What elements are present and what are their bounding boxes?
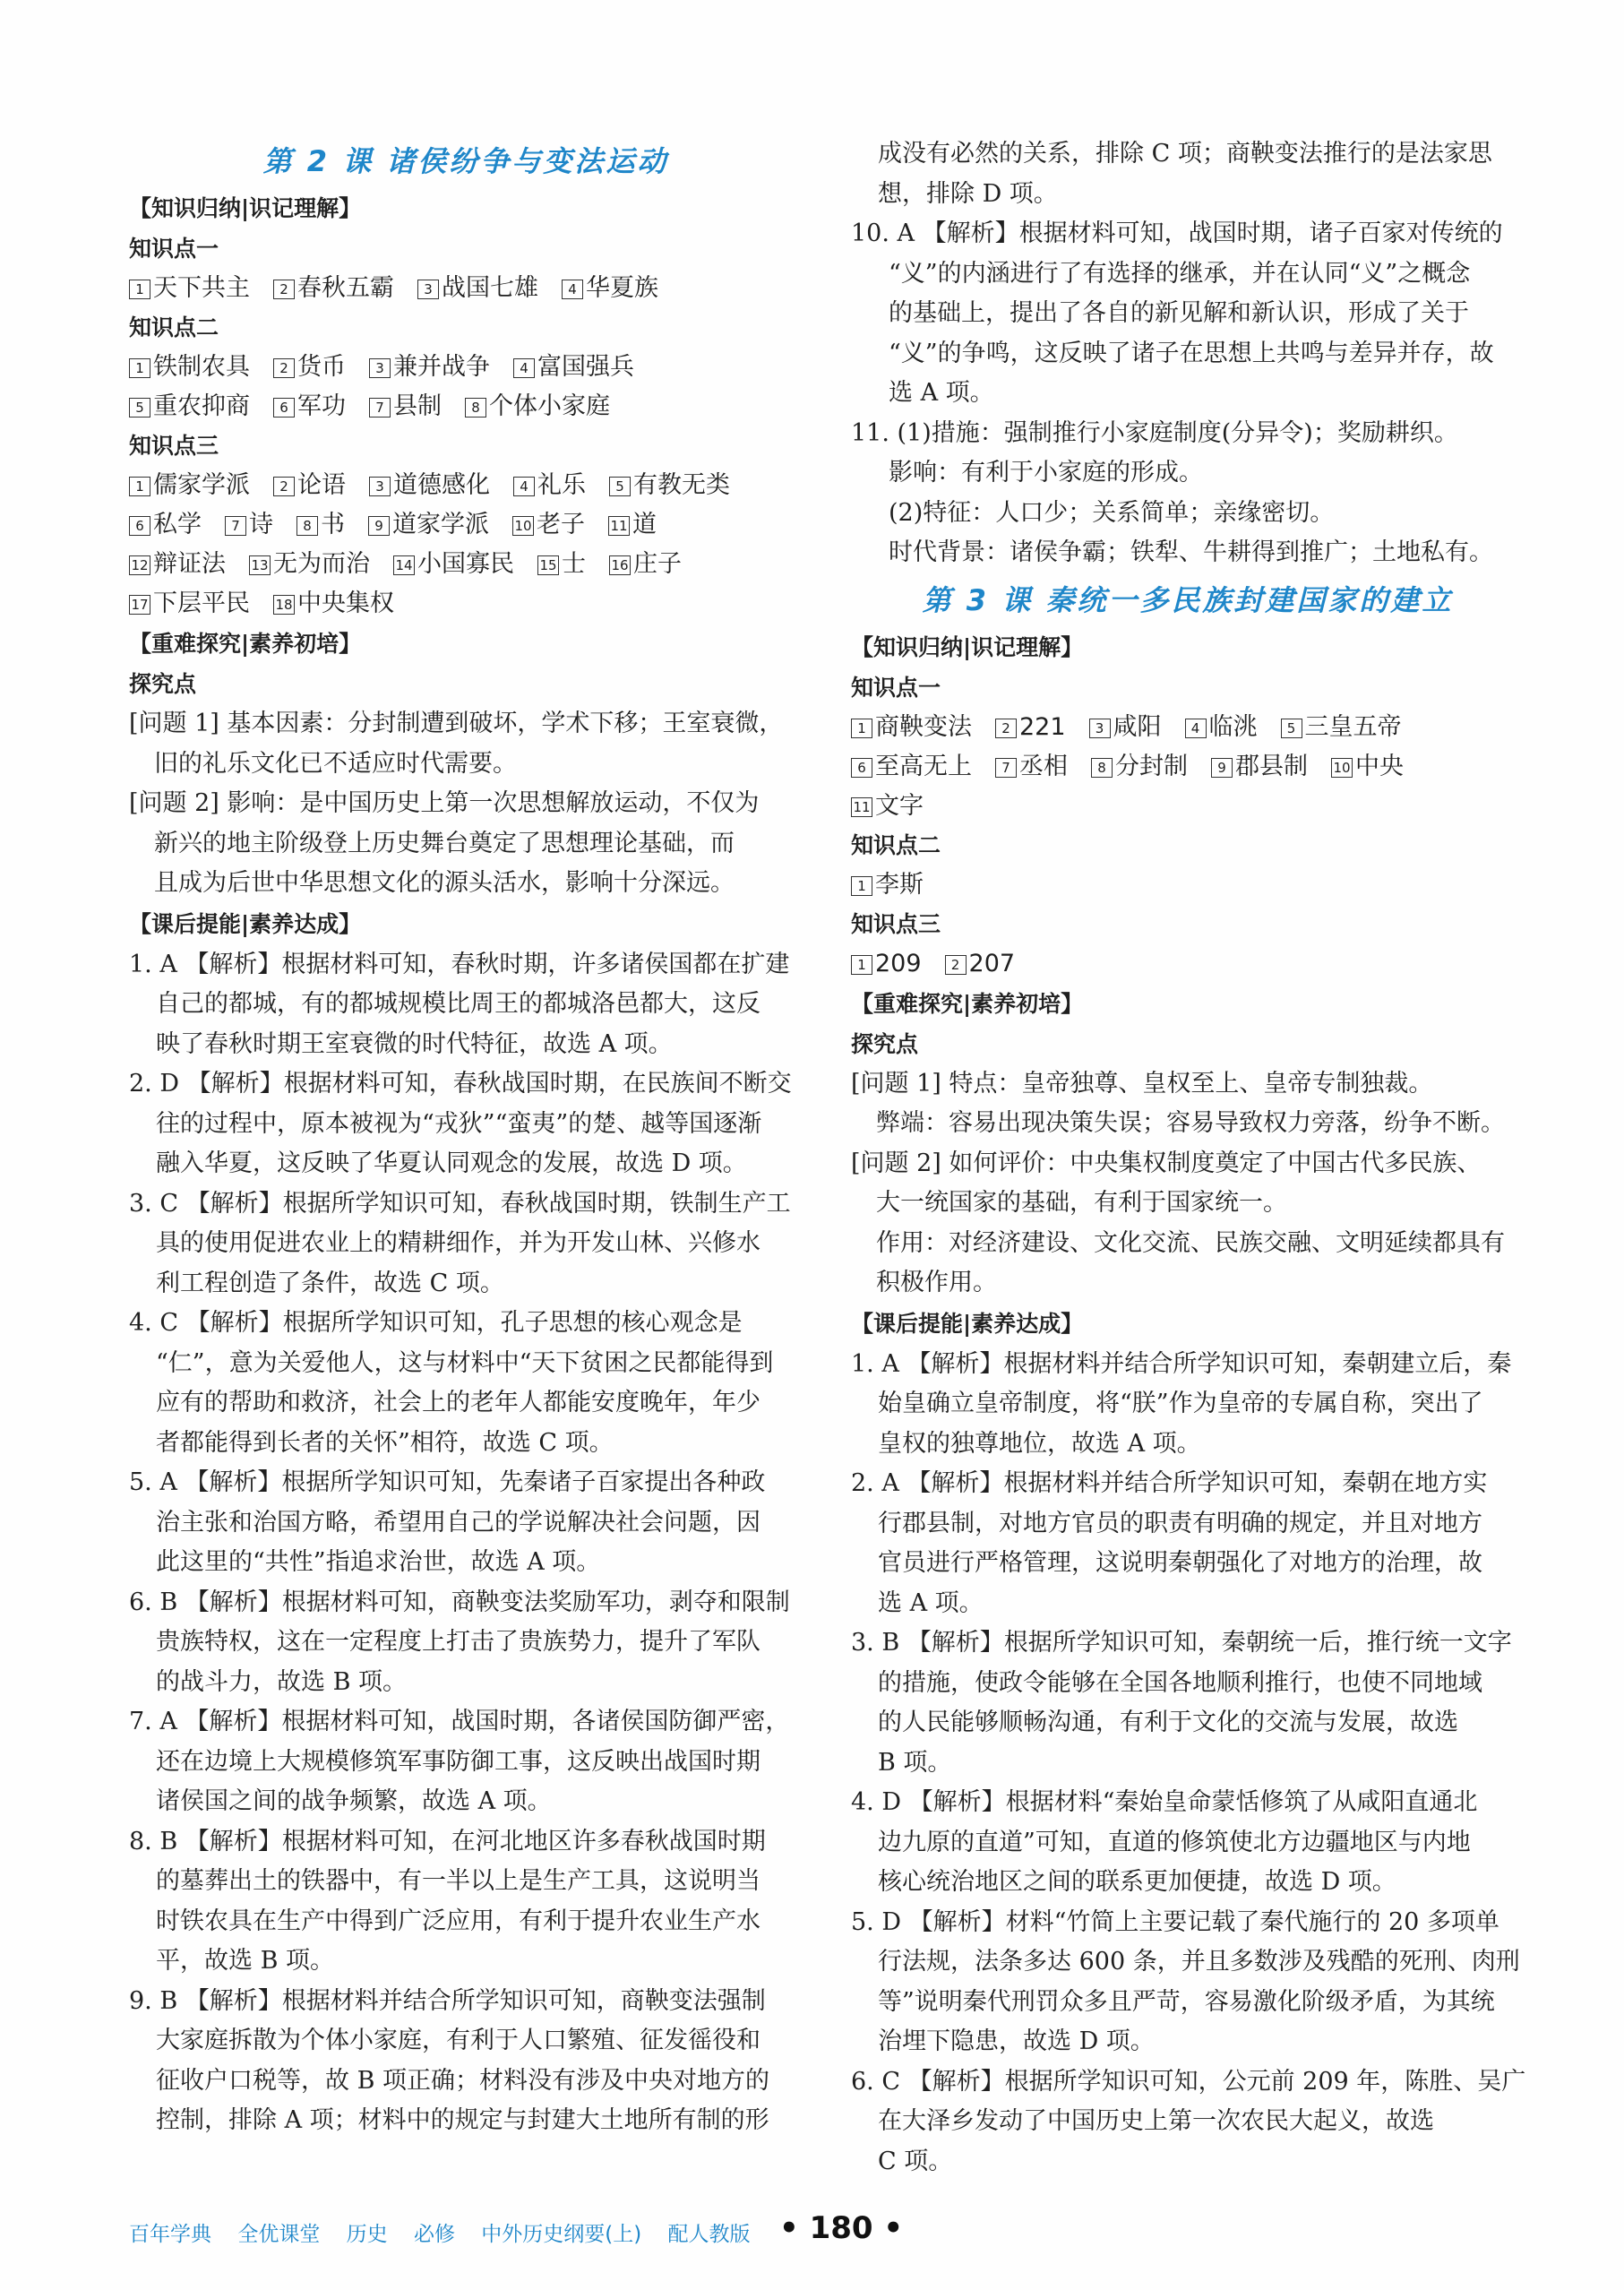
footer-course: 全优课堂 <box>237 2223 321 2246</box>
footer-edition: 配人教版 <box>667 2223 751 2246</box>
answer-continuation <box>851 134 1525 214</box>
item-text: 道家学派 <box>392 511 489 538</box>
item-number: 1 <box>129 358 150 378</box>
answer-line: “义”的争鸣，这反映了诸子在思想上共鸣与差异并存，故 <box>889 339 1494 367</box>
answer-line: 大家庭拆散为个体小家庭，有利于人口繁殖、征发徭役和 <box>156 2027 760 2054</box>
answer-line: 始皇确立皇帝制度，将“朕”作为皇帝的专属自称，突出了 <box>878 1390 1483 1417</box>
item-text: 中央集权 <box>297 590 394 617</box>
footer-series: 百年学典 <box>129 2223 211 2246</box>
knowledge-point-row <box>129 387 803 426</box>
answer-line: 融入华夏，这反映了华夏认同观念的发展，故选 D 项。 <box>156 1149 747 1177</box>
answer-block <box>129 1822 803 1982</box>
answer-line: 1. A 【解析】根据材料并结合所学知识可知，秦朝建立后，秦 <box>851 1349 1512 1378</box>
answer-line: 在大泽乡发动了中国历史上第一次农民大起义，故选 <box>878 2107 1434 2135</box>
answer-line: 具的使用促进农业上的精耕细作，并为开发山林、兴修水 <box>156 1229 760 1257</box>
knowledge-point-item <box>225 505 273 545</box>
issue-line: 作用：对经济建设、文化交流、民族交融、文明延续都具有 <box>876 1228 1505 1257</box>
knowledge-point-title: 知识点三 <box>851 910 941 937</box>
item-text: 221 <box>1019 712 1066 741</box>
item-text: 华夏族 <box>586 274 658 302</box>
section-heading: 【知识归纳|识记理解】 <box>851 633 1084 660</box>
answer-block <box>851 2062 1525 2182</box>
item-text: 有教无类 <box>633 471 730 499</box>
item-number: 3 <box>1089 719 1111 738</box>
knowledge-point-item <box>273 348 346 387</box>
issue-line: [问题 1] 基本因素：分封制遭到破坏，学术下移；王室衰微， <box>129 710 784 737</box>
issue-block <box>851 1064 1525 1144</box>
item-number: 6 <box>129 516 150 536</box>
answer-block <box>851 1464 1525 1623</box>
answer-line: 诸侯国之间的战争频繁，故选 A 项。 <box>156 1787 552 1815</box>
item-number: 14 <box>393 555 415 575</box>
item-number: 9 <box>1211 758 1233 778</box>
answer-line: “义”的内涵进行了有选择的继承，并在认同“义”之概念 <box>889 259 1471 288</box>
answer-line: B 项。 <box>878 1748 952 1777</box>
knowledge-point-item <box>1091 747 1188 787</box>
item-text: 至高无上 <box>875 752 972 780</box>
item-number: 9 <box>368 516 390 536</box>
issue-block <box>851 1144 1525 1304</box>
knowledge-point-item <box>273 466 346 505</box>
answer-line: 想，排除 D 项。 <box>878 179 1058 208</box>
item-text: 诗 <box>249 511 273 538</box>
item-text: 个体小家庭 <box>489 392 610 420</box>
item-text: 富国强兵 <box>537 353 634 381</box>
issue-line: 旧的礼乐文化已不适应时代需要。 <box>154 749 517 778</box>
item-number: 4 <box>513 477 535 496</box>
item-text: 文字 <box>875 791 924 820</box>
knowledge-point-item <box>609 466 730 505</box>
knowledge-point-item <box>273 387 346 426</box>
knowledge-point-item <box>513 348 634 387</box>
knowledge-point-item <box>513 466 586 505</box>
answer-line: 等”说明秦代刑罚众多且严苛，容易激化阶级矛盾，为其统 <box>878 1987 1495 2016</box>
answer-line: “仁”，意为关爱他人，这与材料中“天下贫困之民都能得到 <box>156 1348 774 1377</box>
answer-line: 皇权的独尊地位，故选 A 项。 <box>878 1429 1201 1458</box>
answer-line: (2)特征：人口少；关系简单；亲缘密切。 <box>889 498 1335 527</box>
knowledge-point-item <box>465 387 610 426</box>
answer-block <box>851 1783 1525 1903</box>
item-number: 10 <box>512 516 534 536</box>
answer-line: 行郡县制，对地方官员的职责有明确的规定，并且对地方 <box>878 1509 1482 1537</box>
issue-line: [问题 2] 影响：是中国历史上第一次思想解放运动，不仅为 <box>129 789 760 817</box>
knowledge-point-row <box>851 708 1525 747</box>
answer-line: 贵族特权，这在一定程度上打击了贵族势力，提升了军队 <box>156 1628 760 1656</box>
answer-line: 边九原的直道”可知，直道的修筑使北方边疆地区与内地 <box>878 1828 1471 1856</box>
lesson-title: 第 2 课 诸侯纷争与变法运动 <box>262 144 669 178</box>
answer-line: 11. (1)措施：强制推行小家庭制度(分异令)；奖励耕织。 <box>851 418 1458 447</box>
answer-line: 2. A 【解析】根据材料并结合所学知识可知，秦朝在地方实 <box>851 1469 1488 1497</box>
answer-line: 10. A 【解析】根据材料可知，战国时期，诸子百家对传统的 <box>851 220 1503 247</box>
knowledge-point-row <box>851 944 1525 984</box>
item-text: 207 <box>968 949 1016 977</box>
knowledge-point-item <box>296 505 345 545</box>
item-number: 6 <box>851 758 872 778</box>
answer-line: 行法规，法条多达 600 条，并且多数涉及残酷的死刑、肉刑 <box>878 1948 1520 1976</box>
section-heading: 【课后提能|素养达成】 <box>129 910 362 937</box>
item-text: 中央 <box>1355 752 1404 780</box>
answer-line: 征收户口税等，故 B 项正确；材料没有涉及中央对地方的 <box>156 2066 770 2095</box>
item-number: 2 <box>995 719 1017 738</box>
knowledge-point-item <box>851 708 972 747</box>
knowledge-point-item <box>851 747 972 787</box>
answer-line: 的人民能够顺畅沟通，有利于文化的交流与发展，故选 <box>878 1709 1458 1736</box>
item-number: 17 <box>129 595 150 615</box>
item-number: 12 <box>129 555 150 575</box>
item-text: 县制 <box>393 392 442 420</box>
item-number: 1 <box>129 280 150 299</box>
issue-line: [问题 2] 如何评价：中央集权制度奠定了中国古代多民族、 <box>851 1149 1482 1177</box>
item-text: 重农抑商 <box>153 392 250 420</box>
item-text: 咸阳 <box>1113 712 1162 741</box>
knowledge-point-row <box>851 787 1525 826</box>
answer-line: 选 A 项。 <box>878 1588 984 1617</box>
item-number: 7 <box>225 516 246 536</box>
answer-line: 时代背景：诸侯争霸；铁犁、牛耕得到推广；土地私有。 <box>889 538 1493 566</box>
knowledge-point-item <box>129 269 250 308</box>
item-number: 11 <box>608 516 630 536</box>
issue-block <box>129 784 803 904</box>
item-number: 3 <box>369 358 391 378</box>
section-heading: 【重难探究|素养初培】 <box>851 990 1084 1017</box>
knowledge-point-title: 知识点一 <box>129 236 219 262</box>
answer-line: 官员进行严格管理，这说明秦朝强化了对地方的治理，故 <box>878 1549 1482 1577</box>
left-column <box>129 134 803 2141</box>
answer-line: 时铁农具在生产中得到广泛应用，有利于提升农业生产水 <box>156 1907 760 1935</box>
answer-line: 9. B 【解析】根据材料并结合所学知识可知，商鞅变法强制 <box>129 1986 766 2015</box>
item-number: 8 <box>1091 758 1113 778</box>
item-number: 1 <box>851 876 872 896</box>
knowledge-point-item <box>129 466 250 505</box>
answer-line: 的措施，使政令能够在全国各地顺利推行，也使不同地域 <box>878 1668 1482 1697</box>
knowledge-point-item <box>851 787 924 826</box>
item-number: 5 <box>609 477 631 496</box>
answer-block <box>851 1903 1525 2062</box>
answer-line: 3. B 【解析】根据所学知识可知，秦朝统一后，推行统一文字 <box>851 1629 1512 1657</box>
knowledge-point-item <box>129 387 250 426</box>
answer-block <box>129 1184 803 1304</box>
item-number: 3 <box>369 477 391 496</box>
item-text: 书 <box>321 511 345 538</box>
knowledge-point-item <box>1331 747 1404 787</box>
item-text: 庄子 <box>633 550 682 578</box>
item-text: 丞相 <box>1019 752 1068 780</box>
knowledge-point-item <box>851 944 922 984</box>
knowledge-point-item <box>129 505 202 545</box>
issue-line: 且成为后世中华思想文化的源头活水，影响十分深远。 <box>154 869 735 897</box>
knowledge-point-item <box>995 747 1068 787</box>
answer-block <box>851 1345 1525 1465</box>
item-number: 2 <box>273 477 295 496</box>
answer-block <box>129 1702 803 1822</box>
issue-line: 积极作用。 <box>876 1269 997 1296</box>
answer-line: 的战斗力，故选 B 项。 <box>156 1667 408 1696</box>
item-text: 209 <box>875 949 922 977</box>
answer-line: 2. D 【解析】根据材料可知，春秋战国时期，在民族间不断交 <box>129 1070 792 1098</box>
item-number: 4 <box>513 358 535 378</box>
item-number: 8 <box>465 398 486 418</box>
knowledge-point-item <box>129 584 250 624</box>
footer-type: 必修 <box>413 2223 455 2246</box>
item-text: 论语 <box>297 471 346 499</box>
explore-title: 探究点 <box>129 671 197 697</box>
item-text: 分封制 <box>1115 752 1188 780</box>
knowledge-point-item <box>273 584 394 624</box>
knowledge-point-row <box>129 505 803 545</box>
answer-line: 映了春秋时期王室衰微的时代特征，故选 A 项。 <box>156 1029 673 1058</box>
knowledge-point-item <box>417 269 538 308</box>
knowledge-point-item <box>369 387 442 426</box>
item-number: 13 <box>249 555 271 575</box>
answer-line: 平，故选 B 项。 <box>156 1947 335 1975</box>
knowledge-point-item <box>369 348 490 387</box>
item-text: 三皇五帝 <box>1304 712 1402 741</box>
item-number: 1 <box>129 477 150 496</box>
item-text: 兼并战争 <box>393 353 490 381</box>
answer-block <box>129 1304 803 1463</box>
answer-line: 的墓葬出土的铁器中，有一半以上是生产工具，这说明当 <box>156 1867 760 1895</box>
item-number: 6 <box>273 398 295 418</box>
answer-line: 治埋下隐患，故选 D 项。 <box>878 2027 1155 2055</box>
item-number: 7 <box>995 758 1017 778</box>
knowledge-point-item <box>1281 708 1402 747</box>
lesson-title: 第 3 课 秦统一多民族封建国家的建立 <box>922 582 1454 617</box>
issue-block <box>129 704 803 784</box>
item-number: 5 <box>1281 719 1302 738</box>
footer-subject: 历史 <box>346 2223 388 2246</box>
answer-line: 6. C 【解析】根据所学知识可知，公元前 209 年，陈胜、吴广 <box>851 2067 1526 2096</box>
item-number: 2 <box>273 358 295 378</box>
answer-line: 往的过程中，原本被视为“戎狄”“蛮夷”的楚、越等国逐渐 <box>156 1109 762 1138</box>
knowledge-point-item <box>537 545 586 584</box>
answer-line: 选 A 项。 <box>889 379 994 407</box>
item-text: 战国七雄 <box>442 274 538 302</box>
item-number: 15 <box>537 555 559 575</box>
knowledge-point-item <box>249 545 370 584</box>
answer-line: 5. A 【解析】根据所学知识可知，先秦诸子百家提出各种政 <box>129 1468 766 1496</box>
item-text: 礼乐 <box>537 471 586 499</box>
knowledge-point-row <box>129 269 803 308</box>
item-number: 4 <box>562 280 583 299</box>
item-text: 天下共主 <box>153 274 250 302</box>
item-text: 春秋五霸 <box>297 274 394 302</box>
answer-line: 3. C 【解析】根据所学知识可知，春秋战国时期，铁制生产工 <box>129 1189 791 1218</box>
answer-line: 核心统治地区之间的联系更加便捷，故选 D 项。 <box>878 1868 1396 1896</box>
knowledge-point-item <box>608 505 657 545</box>
item-text: 小国寡民 <box>417 550 514 578</box>
explore-title: 探究点 <box>851 1030 919 1057</box>
knowledge-point-item <box>369 466 490 505</box>
knowledge-point-row <box>129 584 803 624</box>
answer-block <box>851 414 1525 573</box>
answer-line: 治主张和治国方略，希望用自己的学说解决社会问题，因 <box>156 1508 760 1537</box>
item-text: 临洮 <box>1208 712 1258 741</box>
knowledge-point-item <box>129 348 250 387</box>
answer-line: 此这里的“共性”指追求治世，故选 A 项。 <box>156 1548 601 1576</box>
answer-line: 应有的帮助和救济，社会上的老年人都能安度晚年，年少 <box>156 1389 760 1416</box>
knowledge-point-item <box>273 269 394 308</box>
item-number: 10 <box>1331 758 1353 778</box>
item-text: 无为而治 <box>273 550 370 578</box>
answer-block <box>129 1982 803 2141</box>
item-text: 货币 <box>297 353 346 381</box>
item-text: 下层平民 <box>153 590 250 617</box>
item-text: 道 <box>632 511 657 538</box>
item-number: 2 <box>945 955 967 975</box>
knowledge-point-item <box>129 545 226 584</box>
answer-block <box>851 1623 1525 1783</box>
answer-block <box>129 1463 803 1583</box>
item-number: 7 <box>369 398 391 418</box>
issue-line: 新兴的地主阶级登上历史舞台奠定了思想理论基础，而 <box>154 829 735 857</box>
knowledge-point-title: 知识点二 <box>851 831 941 858</box>
knowledge-point-item <box>945 944 1016 984</box>
answer-line: 6. B 【解析】根据材料可知，商鞅变法奖励军功，剥夺和限制 <box>129 1588 790 1616</box>
item-text: 士 <box>562 550 586 578</box>
item-text: 老子 <box>537 511 585 538</box>
section-heading: 【知识归纳|识记理解】 <box>129 195 362 221</box>
item-text: 军功 <box>297 392 346 420</box>
knowledge-point-title: 知识点三 <box>129 433 219 459</box>
answer-block <box>129 945 803 1065</box>
knowledge-point-item <box>609 545 682 584</box>
knowledge-point-item <box>512 505 585 545</box>
item-number: 1 <box>851 719 872 738</box>
issue-line: 大一统国家的基础，有利于国家统一。 <box>876 1189 1287 1217</box>
knowledge-point-item <box>1211 747 1308 787</box>
answer-block <box>851 214 1525 414</box>
answer-block <box>129 1064 803 1184</box>
answer-line: 7. A 【解析】根据材料可知，战国时期，各诸侯国防御严密， <box>129 1708 790 1735</box>
issue-line: 弊端：容易出现决策失误；容易导致权力旁落，纷争不断。 <box>876 1109 1505 1137</box>
answer-line: 4. D 【解析】根据材料“秦始皇命蒙恬修筑了从咸阳直通北 <box>851 1788 1478 1816</box>
knowledge-point-row <box>129 348 803 387</box>
item-number: 18 <box>273 595 295 615</box>
issue-line: [问题 1] 特点：皇帝独尊、皇权至上、皇帝专制独裁。 <box>851 1069 1433 1098</box>
section-heading: 【重难探究|素养初培】 <box>129 631 362 657</box>
answer-line: 8. B 【解析】根据材料可知，在河北地区许多春秋战国时期 <box>129 1827 766 1855</box>
item-number: 2 <box>273 280 295 299</box>
knowledge-point-row <box>129 545 803 584</box>
right-column <box>851 134 1525 2182</box>
item-number: 4 <box>1185 719 1207 738</box>
answer-line: 控制，排除 A 项；材料中的规定与封建大土地所有制的形 <box>156 2106 769 2134</box>
knowledge-point-item <box>1089 708 1162 747</box>
knowledge-point-item <box>1185 708 1258 747</box>
section-heading: 【课后提能|素养达成】 <box>851 1310 1084 1337</box>
item-number: 1 <box>851 955 872 975</box>
answer-line: 1. A 【解析】根据材料可知，春秋时期，许多诸侯国都在扩建 <box>129 950 790 978</box>
knowledge-point-item <box>368 505 489 545</box>
answer-line: 5. D 【解析】材料“竹简上主要记载了秦代施行的 20 多项单 <box>851 1907 1499 1936</box>
answer-block <box>129 1583 803 1703</box>
answer-line: C 项。 <box>878 2147 953 2175</box>
item-number: 16 <box>609 555 631 575</box>
item-number: 5 <box>129 398 150 418</box>
page-number: • 180 • <box>779 2210 904 2246</box>
answer-line: 还在边境上大规模修筑军事防御工事，这反映出战国时期 <box>156 1747 760 1776</box>
answer-line: 影响：有利于小家庭的形成。 <box>889 459 1203 486</box>
answer-line: 成没有必然的关系，排除 C 项；商鞅变法推行的是法家思 <box>878 140 1492 168</box>
item-text: 郡县制 <box>1235 752 1308 780</box>
answer-line: 的基础上，提出了各自的新见解和新认识，形成了关于 <box>889 299 1469 327</box>
item-number: 3 <box>417 280 439 299</box>
answer-line: 者都能得到长者的关怀”相符，故选 C 项。 <box>156 1428 614 1457</box>
answer-line: 4. C 【解析】根据所学知识可知，孔子思想的核心观念是 <box>129 1309 743 1337</box>
knowledge-point-item <box>995 708 1066 747</box>
item-text: 儒家学派 <box>153 471 250 499</box>
knowledge-point-item <box>851 865 924 905</box>
item-text: 李斯 <box>875 870 924 899</box>
item-text: 商鞅变法 <box>875 712 972 741</box>
knowledge-point-item <box>393 545 514 584</box>
item-text: 私学 <box>153 511 202 538</box>
knowledge-point-title: 知识点一 <box>851 674 941 701</box>
knowledge-point-row <box>129 466 803 505</box>
item-text: 道德感化 <box>393 471 490 499</box>
knowledge-point-item <box>562 269 658 308</box>
answer-line: 自己的都城，有的都城规模比周王的都城洛邑都大，这反 <box>156 990 760 1018</box>
item-number: 8 <box>296 516 318 536</box>
answer-line: 利工程创造了条件，故选 C 项。 <box>156 1269 504 1297</box>
knowledge-point-row <box>851 747 1525 787</box>
knowledge-point-title: 知识点二 <box>129 314 219 340</box>
item-text: 辩证法 <box>153 550 226 578</box>
footer-book: 中外历史纲要(上) <box>481 2223 642 2246</box>
knowledge-point-row <box>851 865 1525 905</box>
item-text: 铁制农具 <box>153 353 250 381</box>
item-number: 11 <box>851 797 872 817</box>
